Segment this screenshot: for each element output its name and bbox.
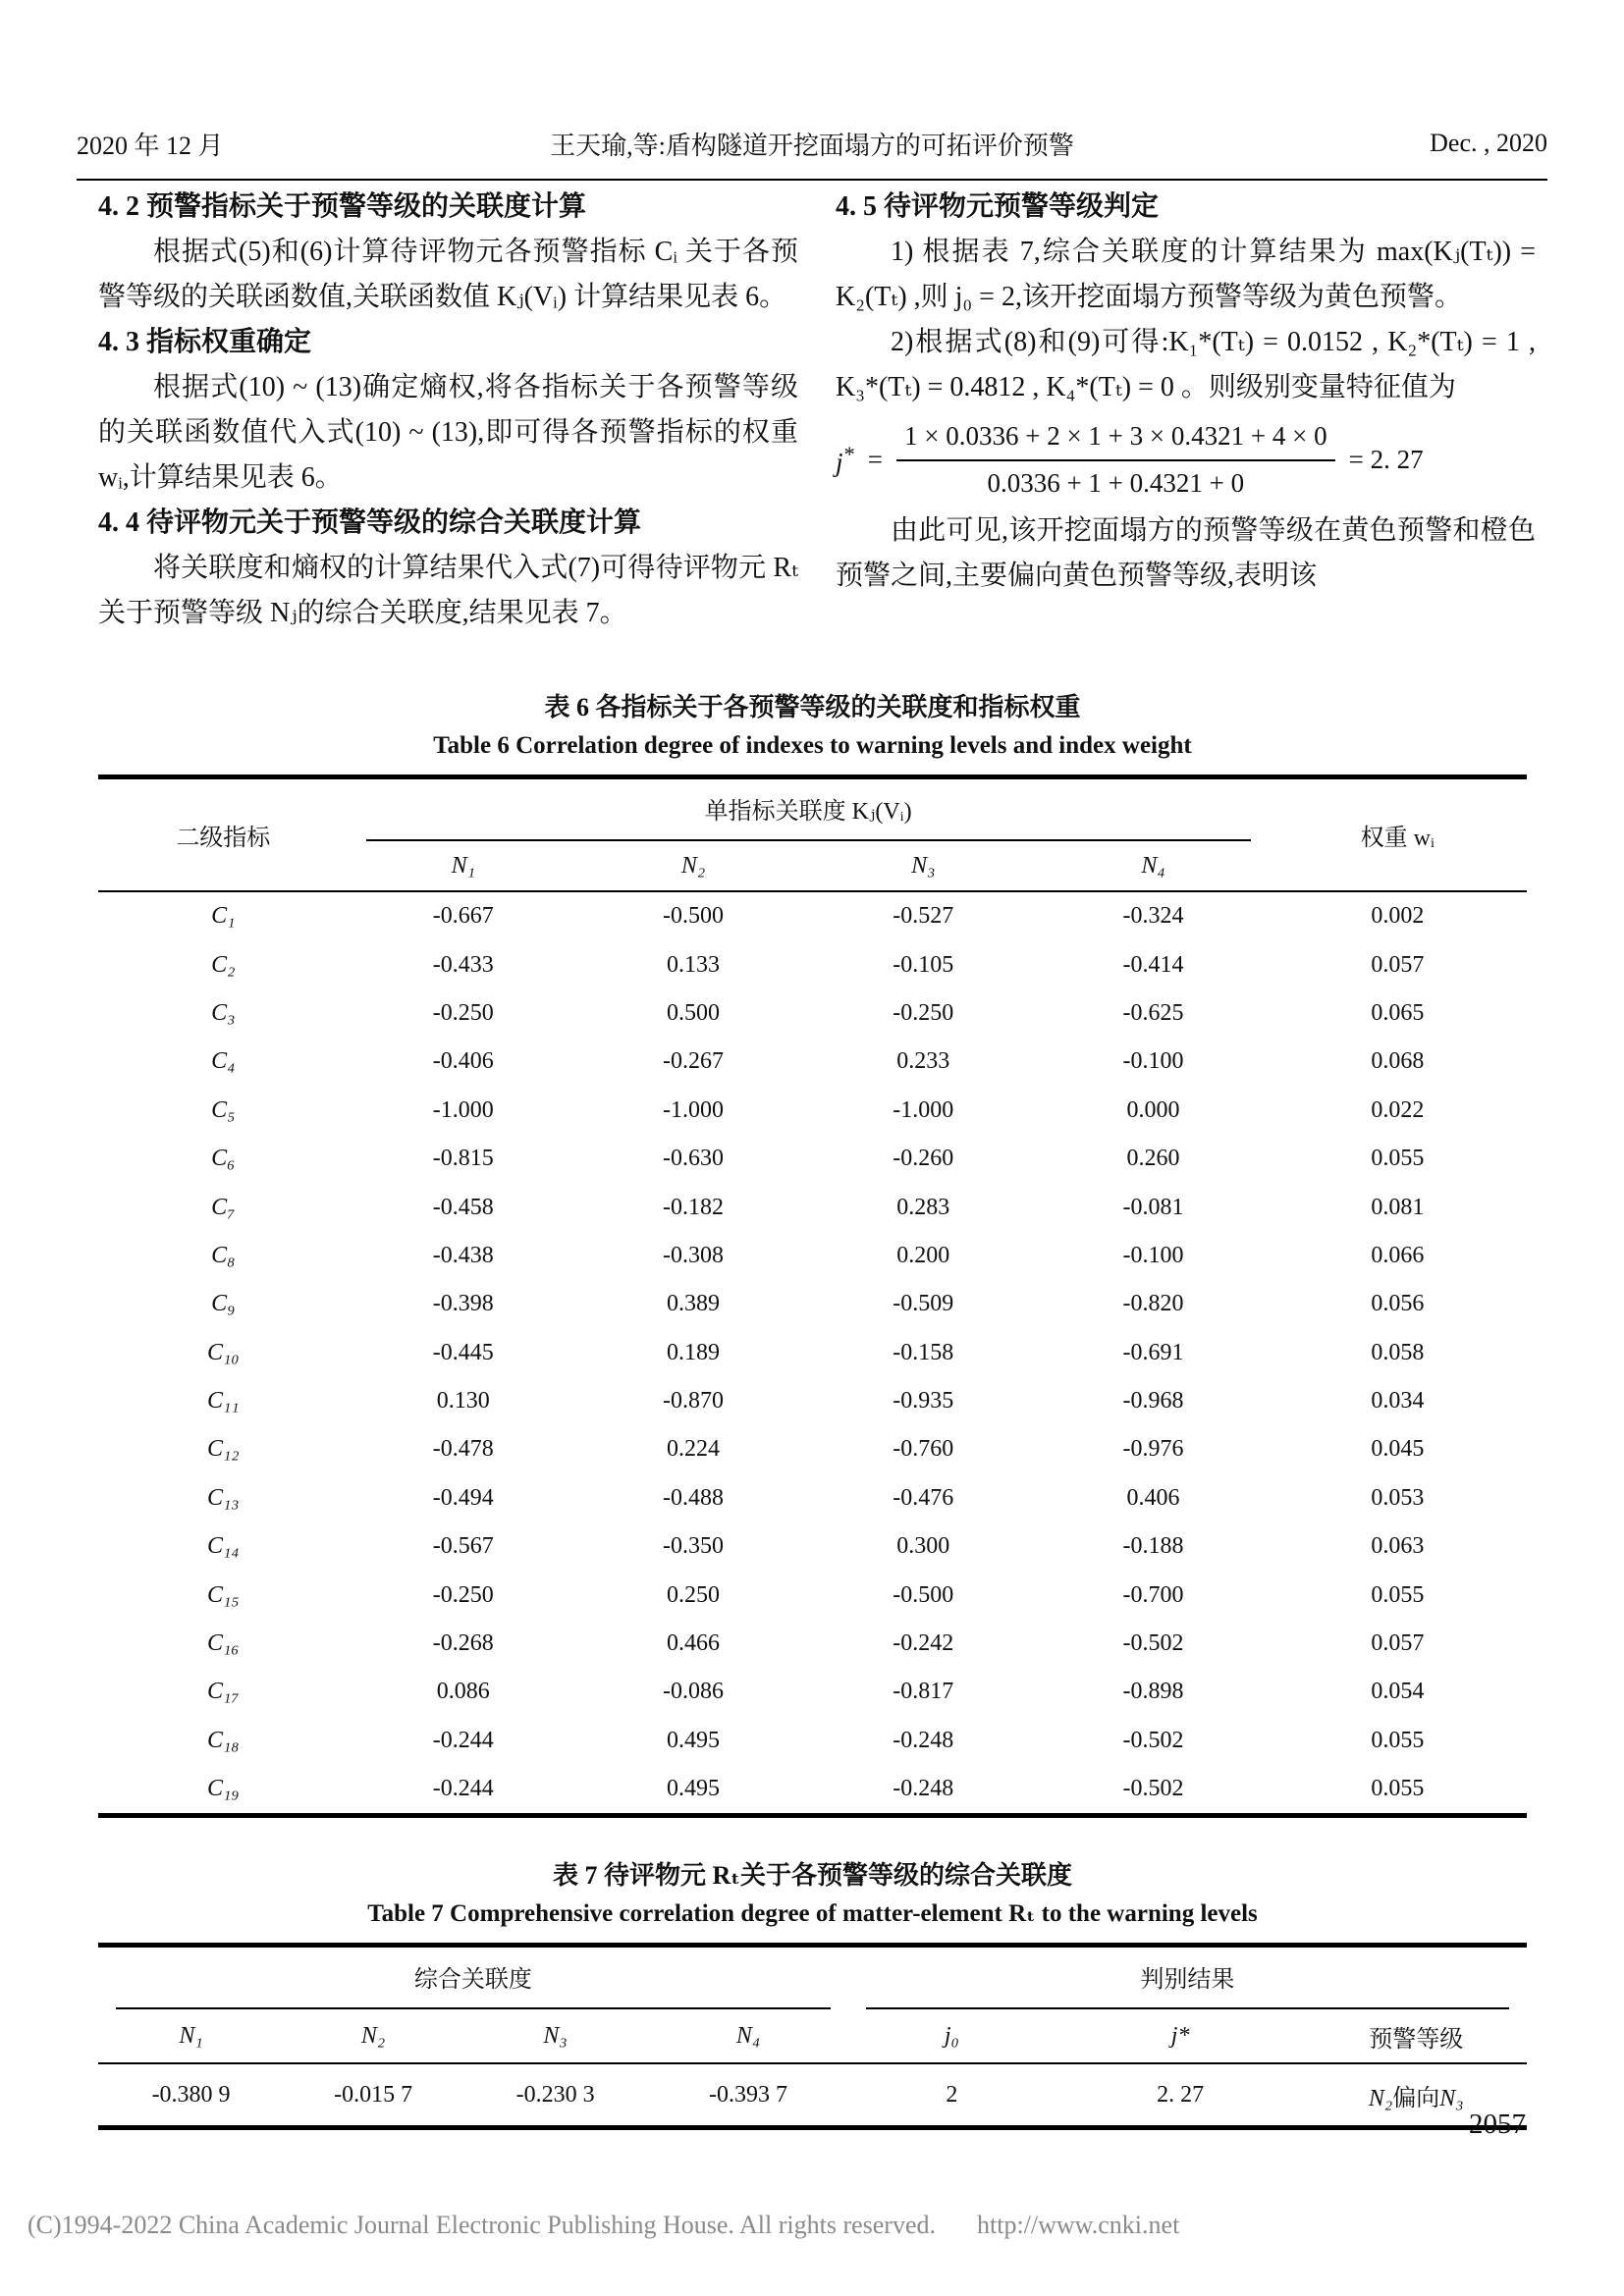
table6-row (98, 1280, 1527, 1328)
cell-n2: 0.189 (667, 1339, 720, 1365)
cnki-url: http://www.cnki.net (977, 2211, 1180, 2239)
table6-row (98, 1425, 1527, 1473)
cell-n4: 0.260 (1126, 1146, 1180, 1172)
cell-indicator: C₁₈ (206, 1727, 240, 1753)
right-column (836, 185, 1536, 636)
paragraph-4-2: 根据式(5)和(6)计算待评物元各预警指标 Cᵢ 关于各预警等级的关联函数值,关联函数值 Kⱼ(Vᵢ) 计算结果见表 6。 (98, 237, 798, 312)
cell-n4: -0.820 (1122, 1291, 1184, 1317)
cell-n1: -0.445 (432, 1339, 494, 1365)
cell-weight: 0.058 (1371, 1339, 1425, 1365)
formula-fraction (896, 420, 1335, 501)
section-heading-4-3: 4. 3 指标权重确定 (98, 327, 312, 357)
cell-n4: -0.502 (1122, 1630, 1184, 1657)
page-number: 2057 (1469, 2109, 1526, 2140)
cell-n3: -0.248 (893, 1727, 954, 1753)
formula-denominator: 0.0336 + 1 + 0.4321 + 0 (896, 459, 1335, 501)
table7-col-n4: N₄ (648, 2009, 848, 2063)
formula-equals: = (867, 444, 883, 474)
level-variable-formula (836, 420, 1536, 501)
table6-col-n3: N₃ (808, 841, 1038, 891)
cell-n4: 0.406 (1126, 1484, 1180, 1511)
table6-col-weight: 权重 wᵢ (1269, 777, 1527, 892)
table6-col-n2: N₂ (578, 841, 808, 891)
cell-n2: 0.389 (667, 1291, 720, 1317)
cell-indicator: C₆ (211, 1146, 236, 1172)
cell-n1: -0.250 (432, 999, 494, 1026)
cell-indicator: C₁₃ (206, 1484, 240, 1511)
cell-weight: 0.056 (1371, 1291, 1425, 1317)
table6-row (98, 1474, 1527, 1522)
table6-block (98, 690, 1527, 1818)
cell-n4: -0.502 (1122, 1776, 1184, 1802)
paragraph-4-5-2: 2)根据式(8)和(9)可得:K₁*(Tₜ) = 0.0152 , K₂*(Tₜ) = 1 , K₃*(Tₜ) = 0.4812 , K₄*(Tₜ) = 0 。则级别变量特征值为 (836, 327, 1536, 402)
cell-n1: 0.130 (436, 1388, 490, 1415)
cell-n2: 0.224 (667, 1436, 720, 1463)
cell-jstar: 2. 27 (1157, 2081, 1205, 2108)
cell-n2: 0.133 (667, 951, 720, 978)
copyright-text: (C)1994-2022 China Academic Journal Electronic Publishing House. All rights reserved. (27, 2211, 936, 2239)
cell-n4: -0.700 (1122, 1581, 1184, 1608)
copyright-footer (27, 2211, 1598, 2240)
cell-n4: -0.081 (1122, 1194, 1184, 1220)
table6-col-n1: N₁ (349, 841, 578, 891)
cell-n3: -0.260 (893, 1146, 954, 1172)
header-date-cn: 2020 年 12 月 (77, 131, 224, 160)
cell-n3: -0.476 (893, 1484, 954, 1511)
cell-n2: 0.466 (667, 1630, 720, 1657)
table7 (98, 1943, 1527, 2130)
table6 (98, 774, 1527, 1818)
header-running-title: 王天瑜,等:盾构隧道开挖面塌方的可拓评价预警 (550, 131, 1074, 160)
formula-lhs (836, 441, 854, 480)
table6-row (98, 989, 1527, 1038)
cell-n4: -0.502 (1122, 1727, 1184, 1753)
cell-n1: -0.458 (432, 1194, 494, 1220)
cell-n4: -0.968 (1122, 1388, 1184, 1415)
cell-n1: -0.438 (432, 1242, 494, 1268)
table6-row (98, 1377, 1527, 1425)
cell-indicator: C₁₇ (206, 1679, 240, 1705)
cell-n3: 0.283 (896, 1194, 950, 1220)
cell-n4: -0.898 (1122, 1679, 1184, 1705)
cell-n1: -0.494 (432, 1484, 494, 1511)
cell-indicator: C₅ (211, 1096, 236, 1123)
table6-row (98, 1183, 1527, 1231)
table6-row (98, 1038, 1527, 1086)
cell-n2: -0.630 (663, 1146, 724, 1172)
cell-weight: 0.054 (1371, 1679, 1425, 1705)
cell-n2: -0.870 (663, 1388, 724, 1415)
cell-indicator: C₁₆ (206, 1630, 240, 1657)
table7-col-j0: j₀ (848, 2009, 1056, 2063)
paragraph-4-4: 将关联度和熵权的计算结果代入式(7)可得待评物元 Rₜ关于预警等级 Nⱼ的综合关联度,结果见表 7。 (98, 553, 798, 628)
cell-n4: -0.100 (1122, 1242, 1184, 1268)
cell-weight: 0.057 (1371, 951, 1425, 978)
cell-n1: -0.406 (432, 1048, 494, 1075)
table6-row (98, 1620, 1527, 1668)
result-mid: 偏向 (1392, 2085, 1440, 2111)
cell-indicator: C₁₄ (206, 1533, 240, 1560)
table7-group-result (848, 1946, 1527, 2010)
cell-n4: -0.691 (1122, 1339, 1184, 1365)
cell-indicator: C₁₉ (206, 1776, 240, 1802)
table6-row (98, 1765, 1527, 1816)
cell-weight: 0.053 (1371, 1484, 1425, 1511)
cell-n4: 0.000 (1126, 1096, 1180, 1123)
table7-row (98, 2063, 1527, 2128)
cell-weight: 0.063 (1371, 1533, 1425, 1560)
cell-weight: 0.081 (1371, 1194, 1425, 1220)
cell-n2: 0.495 (667, 1776, 720, 1802)
table6-row (98, 1329, 1527, 1377)
cell-n2: -0.267 (663, 1048, 724, 1075)
cell-indicator: C₈ (211, 1242, 236, 1268)
cell-n2: -0.086 (663, 1679, 724, 1705)
table7-col-n1: N₁ (98, 2009, 284, 2063)
left-column (98, 185, 798, 636)
table6-title-cn: 表 6 各指标关于各预警等级的关联度和指标权重 (544, 693, 1081, 721)
cell-n2: -0.488 (663, 1484, 724, 1511)
cell-n4: -0.414 (1122, 951, 1184, 978)
cell-j0: 2 (946, 2081, 958, 2108)
cell-n2: -1.000 (663, 1096, 724, 1123)
cell-weight: 0.055 (1371, 1146, 1425, 1172)
table7-col-n2: N₂ (284, 2009, 462, 2063)
cell-weight: 0.066 (1371, 1242, 1425, 1268)
cell-weight: 0.002 (1371, 903, 1425, 930)
table6-row (98, 1571, 1527, 1619)
table7-block (98, 1858, 1527, 2130)
table6-col-group-correlation (349, 777, 1269, 842)
cell-n2: 0.500 (667, 999, 720, 1026)
cell-n4: -0.100 (1122, 1048, 1184, 1075)
formula-symbol: j (836, 447, 843, 477)
cell-weight: 0.065 (1371, 999, 1425, 1026)
cell-n3: -0.760 (893, 1436, 954, 1463)
cell-indicator: C₁₁ (206, 1388, 240, 1415)
table6-group-label: 单指标关联度 Kⱼ(Vᵢ) (366, 779, 1251, 841)
table6-row (98, 1522, 1527, 1571)
table7-group-left-label: 综合关联度 (116, 1948, 831, 2009)
cell-n3: -0.817 (893, 1679, 954, 1705)
cell-n3: -0.527 (893, 903, 954, 930)
table6-row (98, 1135, 1527, 1183)
cell-weight: 0.057 (1371, 1630, 1425, 1657)
result-n3: N₃ (1439, 2085, 1464, 2111)
paragraph-4-5-1: 1) 根据表 7,综合关联度的计算结果为 max(Kⱼ(Tₜ)) = K₂(Tₜ) ,则 j₀ = 2,该开挖面塌方预警等级为黄色预警。 (836, 237, 1536, 312)
table6-row (98, 1087, 1527, 1135)
formula-superscript: * (842, 441, 854, 466)
table6-col-n4: N₄ (1038, 841, 1268, 891)
paragraph-4-3: 根据式(10) ~ (13)确定熵权,将各指标关于各预警等级的关联函数值代入式(10) ~ (13),即可得各预警指标的权重 wᵢ,计算结果见表 6。 (98, 372, 798, 493)
cell-weight: 0.055 (1371, 1581, 1425, 1608)
cell-n3: -0.500 (893, 1581, 954, 1608)
cell-n1: -0.667 (432, 903, 494, 930)
table6-col-indicator: 二级指标 (98, 777, 349, 892)
cell-n1: -0.478 (432, 1436, 494, 1463)
cell-n2: -0.350 (663, 1533, 724, 1560)
table6-row (98, 1717, 1527, 1765)
cell-n2: -0.308 (663, 1242, 724, 1268)
running-header (77, 120, 1547, 181)
cell-weight: 0.022 (1371, 1096, 1425, 1123)
table7-title-en: Table 7 Comprehensive correlation degree of matter-element Rₜ to the warning levels (367, 1900, 1258, 1927)
section-heading-4-2: 4. 2 预警指标关于预警等级的关联度计算 (98, 191, 587, 222)
cell-n3: 0.233 (896, 1048, 950, 1075)
cell-indicator: C₁₂ (206, 1436, 240, 1463)
cell-indicator: C₁₀ (206, 1339, 240, 1365)
formula-numerator: 1 × 0.0336 + 2 × 1 + 3 × 0.4321 + 4 × 0 (904, 421, 1327, 451)
cell-n1: -0.398 (432, 1291, 494, 1317)
section-heading-4-4: 4. 4 待评物元关于预警等级的综合关联度计算 (98, 507, 642, 538)
cell-weight: 0.034 (1371, 1388, 1425, 1415)
cell-n1: -0.433 (432, 951, 494, 978)
header-date-en: Dec. , 2020 (1430, 129, 1547, 157)
cell-n4: -0.324 (1122, 903, 1184, 930)
cell-n1: 0.086 (436, 1679, 490, 1705)
cell-n4: -0.393 7 (709, 2081, 787, 2108)
cell-weight: 0.045 (1371, 1436, 1425, 1463)
cell-n3: -0.509 (893, 1291, 954, 1317)
cell-n4: -0.625 (1122, 999, 1184, 1026)
cell-n2: -0.015 7 (334, 2081, 413, 2108)
cell-n1: -0.268 (432, 1630, 494, 1657)
cell-indicator: C₇ (211, 1194, 236, 1220)
cell-weight: 0.055 (1371, 1776, 1425, 1802)
cell-n3: 0.300 (896, 1533, 950, 1560)
paragraph-4-5-3: 由此可见,该开挖面塌方的预警等级在黄色预警和橙色预警之间,主要偏向黄色预警等级,表明该 (836, 514, 1536, 591)
cell-indicator: C₁ (211, 903, 236, 930)
cell-n3: -0.248 (893, 1776, 954, 1802)
cell-n1: -0.567 (432, 1533, 494, 1560)
cell-n1: -0.244 (432, 1776, 494, 1802)
section-heading-4-5: 4. 5 待评物元预警等级判定 (836, 191, 1160, 222)
table6-row (98, 940, 1527, 988)
table7-col-n3: N₃ (462, 2009, 648, 2063)
cell-n3: -0.158 (893, 1339, 954, 1365)
table7-title-cn: 表 7 待评物元 Rₜ关于各预警等级的综合关联度 (553, 1861, 1072, 1890)
cell-n3: -0.935 (893, 1388, 954, 1415)
cell-n3: -0.250 (893, 999, 954, 1026)
result-n2: N₂ (1368, 2085, 1393, 2111)
body-columns (98, 185, 1537, 636)
table6-title-en: Table 6 Correlation degree of indexes to warning levels and index weight (433, 732, 1192, 759)
cell-n3: -0.242 (893, 1630, 954, 1657)
table7-group-right-label: 判别结果 (866, 1948, 1509, 2009)
table6-row (98, 1232, 1527, 1280)
cell-indicator: C₃ (211, 999, 236, 1026)
cell-n4: -0.976 (1122, 1436, 1184, 1463)
cell-indicator: C₁₅ (206, 1581, 240, 1608)
table7-group-correlation (98, 1946, 848, 2010)
cell-n3: -0.105 (893, 951, 954, 978)
table6-row (98, 1668, 1527, 1716)
cell-n2: -0.182 (663, 1194, 724, 1220)
table6-row (98, 891, 1527, 940)
cell-indicator: C₂ (211, 951, 236, 978)
cell-n3: -1.000 (893, 1096, 954, 1123)
cell-n1: -0.815 (432, 1146, 494, 1172)
cell-n3: 0.200 (896, 1242, 950, 1268)
cell-weight: 0.055 (1371, 1727, 1425, 1753)
cell-n2: 0.495 (667, 1727, 720, 1753)
cell-n2: 0.250 (667, 1581, 720, 1608)
cell-n1: -1.000 (432, 1096, 494, 1123)
cell-n1: -0.250 (432, 1581, 494, 1608)
cell-weight: 0.068 (1371, 1048, 1425, 1075)
cell-n4: -0.188 (1122, 1533, 1184, 1560)
formula-result: = 2. 27 (1348, 444, 1424, 474)
cell-indicator: C₉ (211, 1291, 236, 1317)
cell-n1: -0.244 (432, 1727, 494, 1753)
cell-n3: -0.230 3 (515, 2081, 595, 2108)
cell-n2: -0.500 (663, 903, 724, 930)
table7-col-warning-level: 预警等级 (1305, 2009, 1527, 2063)
cell-indicator: C₄ (211, 1048, 236, 1075)
table7-col-jstar: j* (1056, 2009, 1306, 2063)
cell-n1: -0.380 9 (151, 2081, 231, 2108)
